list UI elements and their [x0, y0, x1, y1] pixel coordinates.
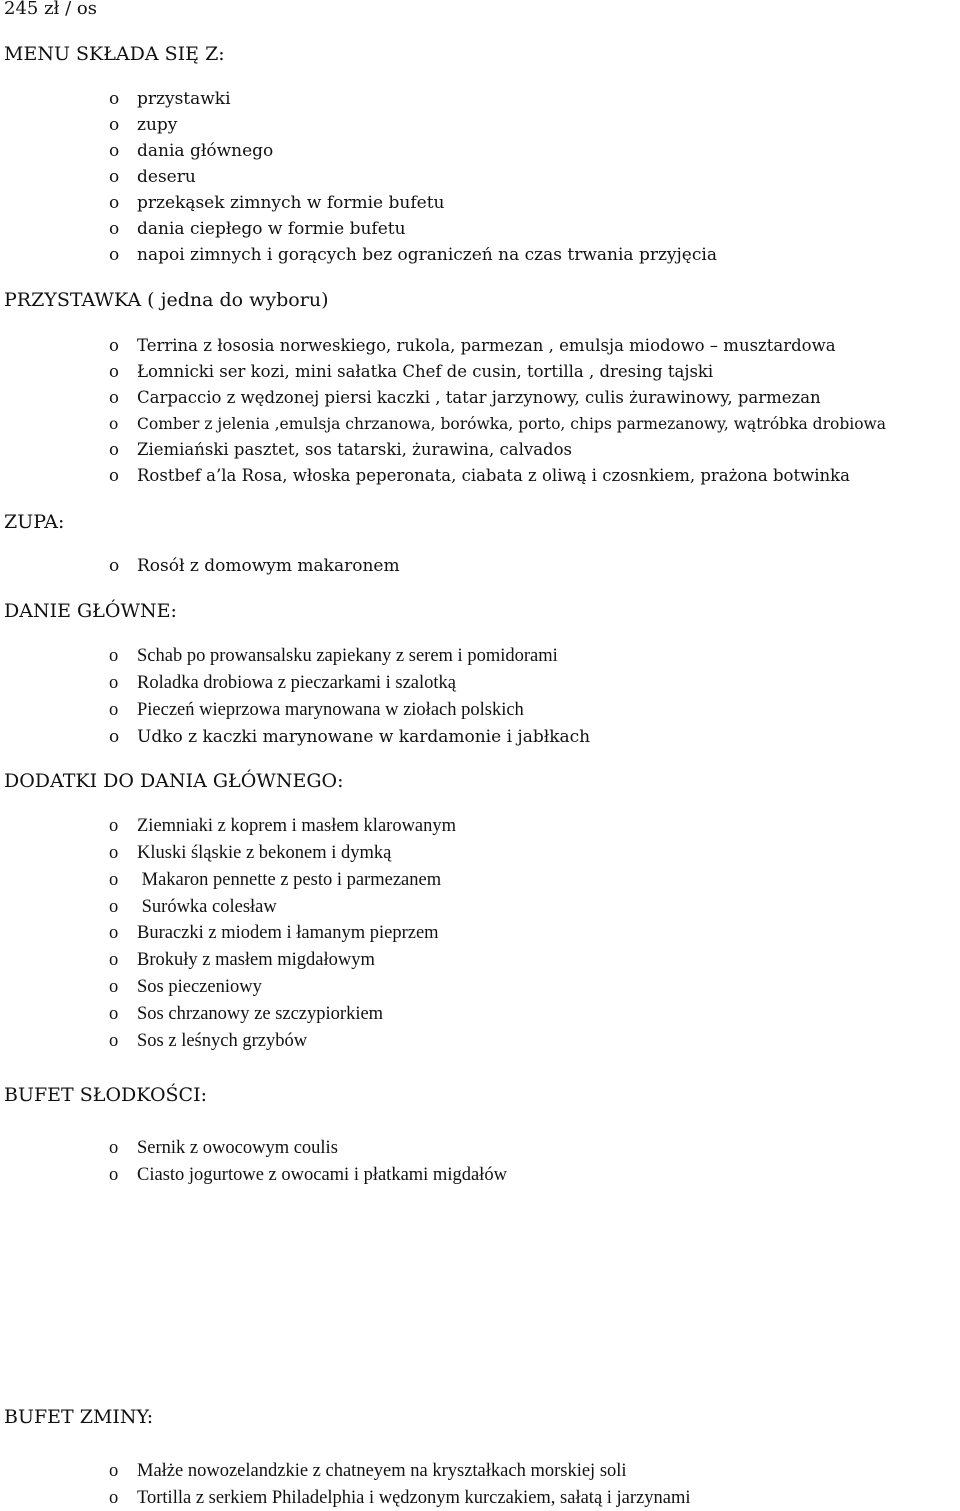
- dessert-buffet-heading: BUFET SŁODKOŚCI:: [4, 1084, 207, 1106]
- bullet-icon: o: [109, 870, 119, 890]
- bullet-icon: o: [109, 245, 120, 265]
- list-item: o Ciasto jogurtowe z owocami i płatkami migdałów: [109, 1165, 507, 1185]
- list-item: o Schab po prowansalsku zapiekany z serem i pomidorami: [109, 646, 558, 666]
- bullet-icon: o: [109, 415, 119, 433]
- price-per-person: 245 zł / os: [4, 0, 97, 19]
- list-item: o Udko z kaczki marynowane w kardamonie i jabłkach: [109, 727, 591, 747]
- bullet-icon: o: [109, 362, 119, 381]
- list-item: o Brokuły z masłem migdałowym: [109, 950, 375, 970]
- list-item: o Surówka colesław: [109, 897, 277, 917]
- bullet-icon: o: [109, 700, 119, 720]
- list-item: o Roladka drobiowa z pieczarkami i szalotką: [109, 673, 456, 693]
- list-item: o Łomnicki ser kozi, mini sałatka Chef de cusin, tortilla , dresing tajski: [109, 362, 714, 381]
- bullet-icon: o: [109, 89, 120, 109]
- bullet-icon: o: [109, 141, 120, 161]
- bullet-icon: o: [109, 977, 119, 997]
- bullet-icon: o: [109, 923, 119, 943]
- bullet-icon: o: [109, 193, 120, 213]
- list-item: o deseru: [109, 167, 196, 187]
- cold-buffet-heading: BUFET ZMINY:: [4, 1406, 154, 1428]
- list-item: o Ziemiański pasztet, sos tatarski, żurawina, calvados: [109, 440, 573, 459]
- bullet-icon: o: [109, 950, 119, 970]
- bullet-icon: o: [109, 336, 119, 355]
- main-course-heading: DANIE GŁÓWNE:: [4, 600, 177, 622]
- list-item: o zupy: [109, 115, 178, 135]
- starter-heading: PRZYSTAWKA ( jedna do wyboru): [4, 289, 329, 311]
- bullet-icon: o: [109, 1138, 119, 1158]
- bullet-icon: o: [109, 646, 119, 666]
- soup-heading: ZUPA:: [4, 511, 65, 533]
- bullet-icon: o: [109, 1031, 119, 1051]
- bullet-icon: o: [109, 1488, 119, 1508]
- bullet-icon: o: [109, 816, 119, 836]
- list-item: o przystawki: [109, 89, 231, 109]
- bullet-icon: o: [109, 1461, 119, 1481]
- sides-heading: DODATKI DO DANIA GŁÓWNEGO:: [4, 770, 344, 792]
- list-item: o przekąsek zimnych w formie bufetu: [109, 193, 445, 213]
- list-item: o Makaron pennette z pesto i parmezanem: [109, 870, 442, 890]
- list-item: o Pieczeń wieprzowa marynowana w ziołach polskich: [109, 700, 524, 720]
- bullet-icon: o: [109, 556, 120, 576]
- menu-includes-heading: MENU SKŁADA SIĘ Z:: [4, 43, 225, 65]
- list-item: o Sos pieczeniowy: [109, 977, 262, 997]
- list-item: o Kluski śląskie z bekonem i dymką: [109, 843, 392, 863]
- list-item: o Terrina z łososia norweskiego, rukola, parmezan , emulsja miodowo – musztardowa: [109, 336, 836, 355]
- list-item: o Carpaccio z wędzonej piersi kaczki , tatar jarzynowy, culis żurawinowy, parmezan: [109, 388, 821, 407]
- bullet-icon: o: [109, 219, 120, 239]
- list-item: o Comber z jelenia ,emulsja chrzanowa, borówka, porto, chips parmezanowy, wątróbka drobiowa: [109, 415, 887, 433]
- list-item: o napoi zimnych i gorących bez ograniczeń na czas trwania przyjęcia: [109, 245, 717, 265]
- bullet-icon: o: [109, 843, 119, 863]
- list-item: o Rostbef a’la Rosa, włoska peperonata, ciabata z oliwą i czosnkiem, prażona botwinka: [109, 466, 850, 485]
- bullet-icon: o: [109, 1004, 119, 1024]
- bullet-icon: o: [109, 727, 120, 747]
- list-item: o Tortilla z serkiem Philadelphia i wędzonym kurczakiem, sałatą i jarzynami: [109, 1488, 691, 1508]
- list-item: o Ziemniaki z koprem i masłem klarowanym: [109, 816, 457, 836]
- bullet-icon: o: [109, 673, 119, 693]
- list-item: o Rosół z domowym makaronem: [109, 556, 400, 576]
- list-item: o Buraczki z miodem i łamanym pieprzem: [109, 923, 439, 943]
- bullet-icon: o: [109, 466, 119, 485]
- list-item: o Sos z leśnych grzybów: [109, 1031, 308, 1051]
- bullet-icon: o: [109, 388, 119, 407]
- list-item: o dania głównego: [109, 141, 274, 161]
- bullet-icon: o: [109, 897, 119, 917]
- list-item: o Małże nowozelandzkie z chatneyem na kryształkach morskiej soli: [109, 1461, 627, 1481]
- bullet-icon: o: [109, 115, 120, 135]
- bullet-icon: o: [109, 167, 120, 187]
- list-item: o dania ciepłego w formie bufetu: [109, 219, 406, 239]
- list-item: o Sos chrzanowy ze szczypiorkiem: [109, 1004, 384, 1024]
- bullet-icon: o: [109, 440, 119, 459]
- bullet-icon: o: [109, 1165, 119, 1185]
- list-item: o Sernik z owocowym coulis: [109, 1138, 338, 1158]
